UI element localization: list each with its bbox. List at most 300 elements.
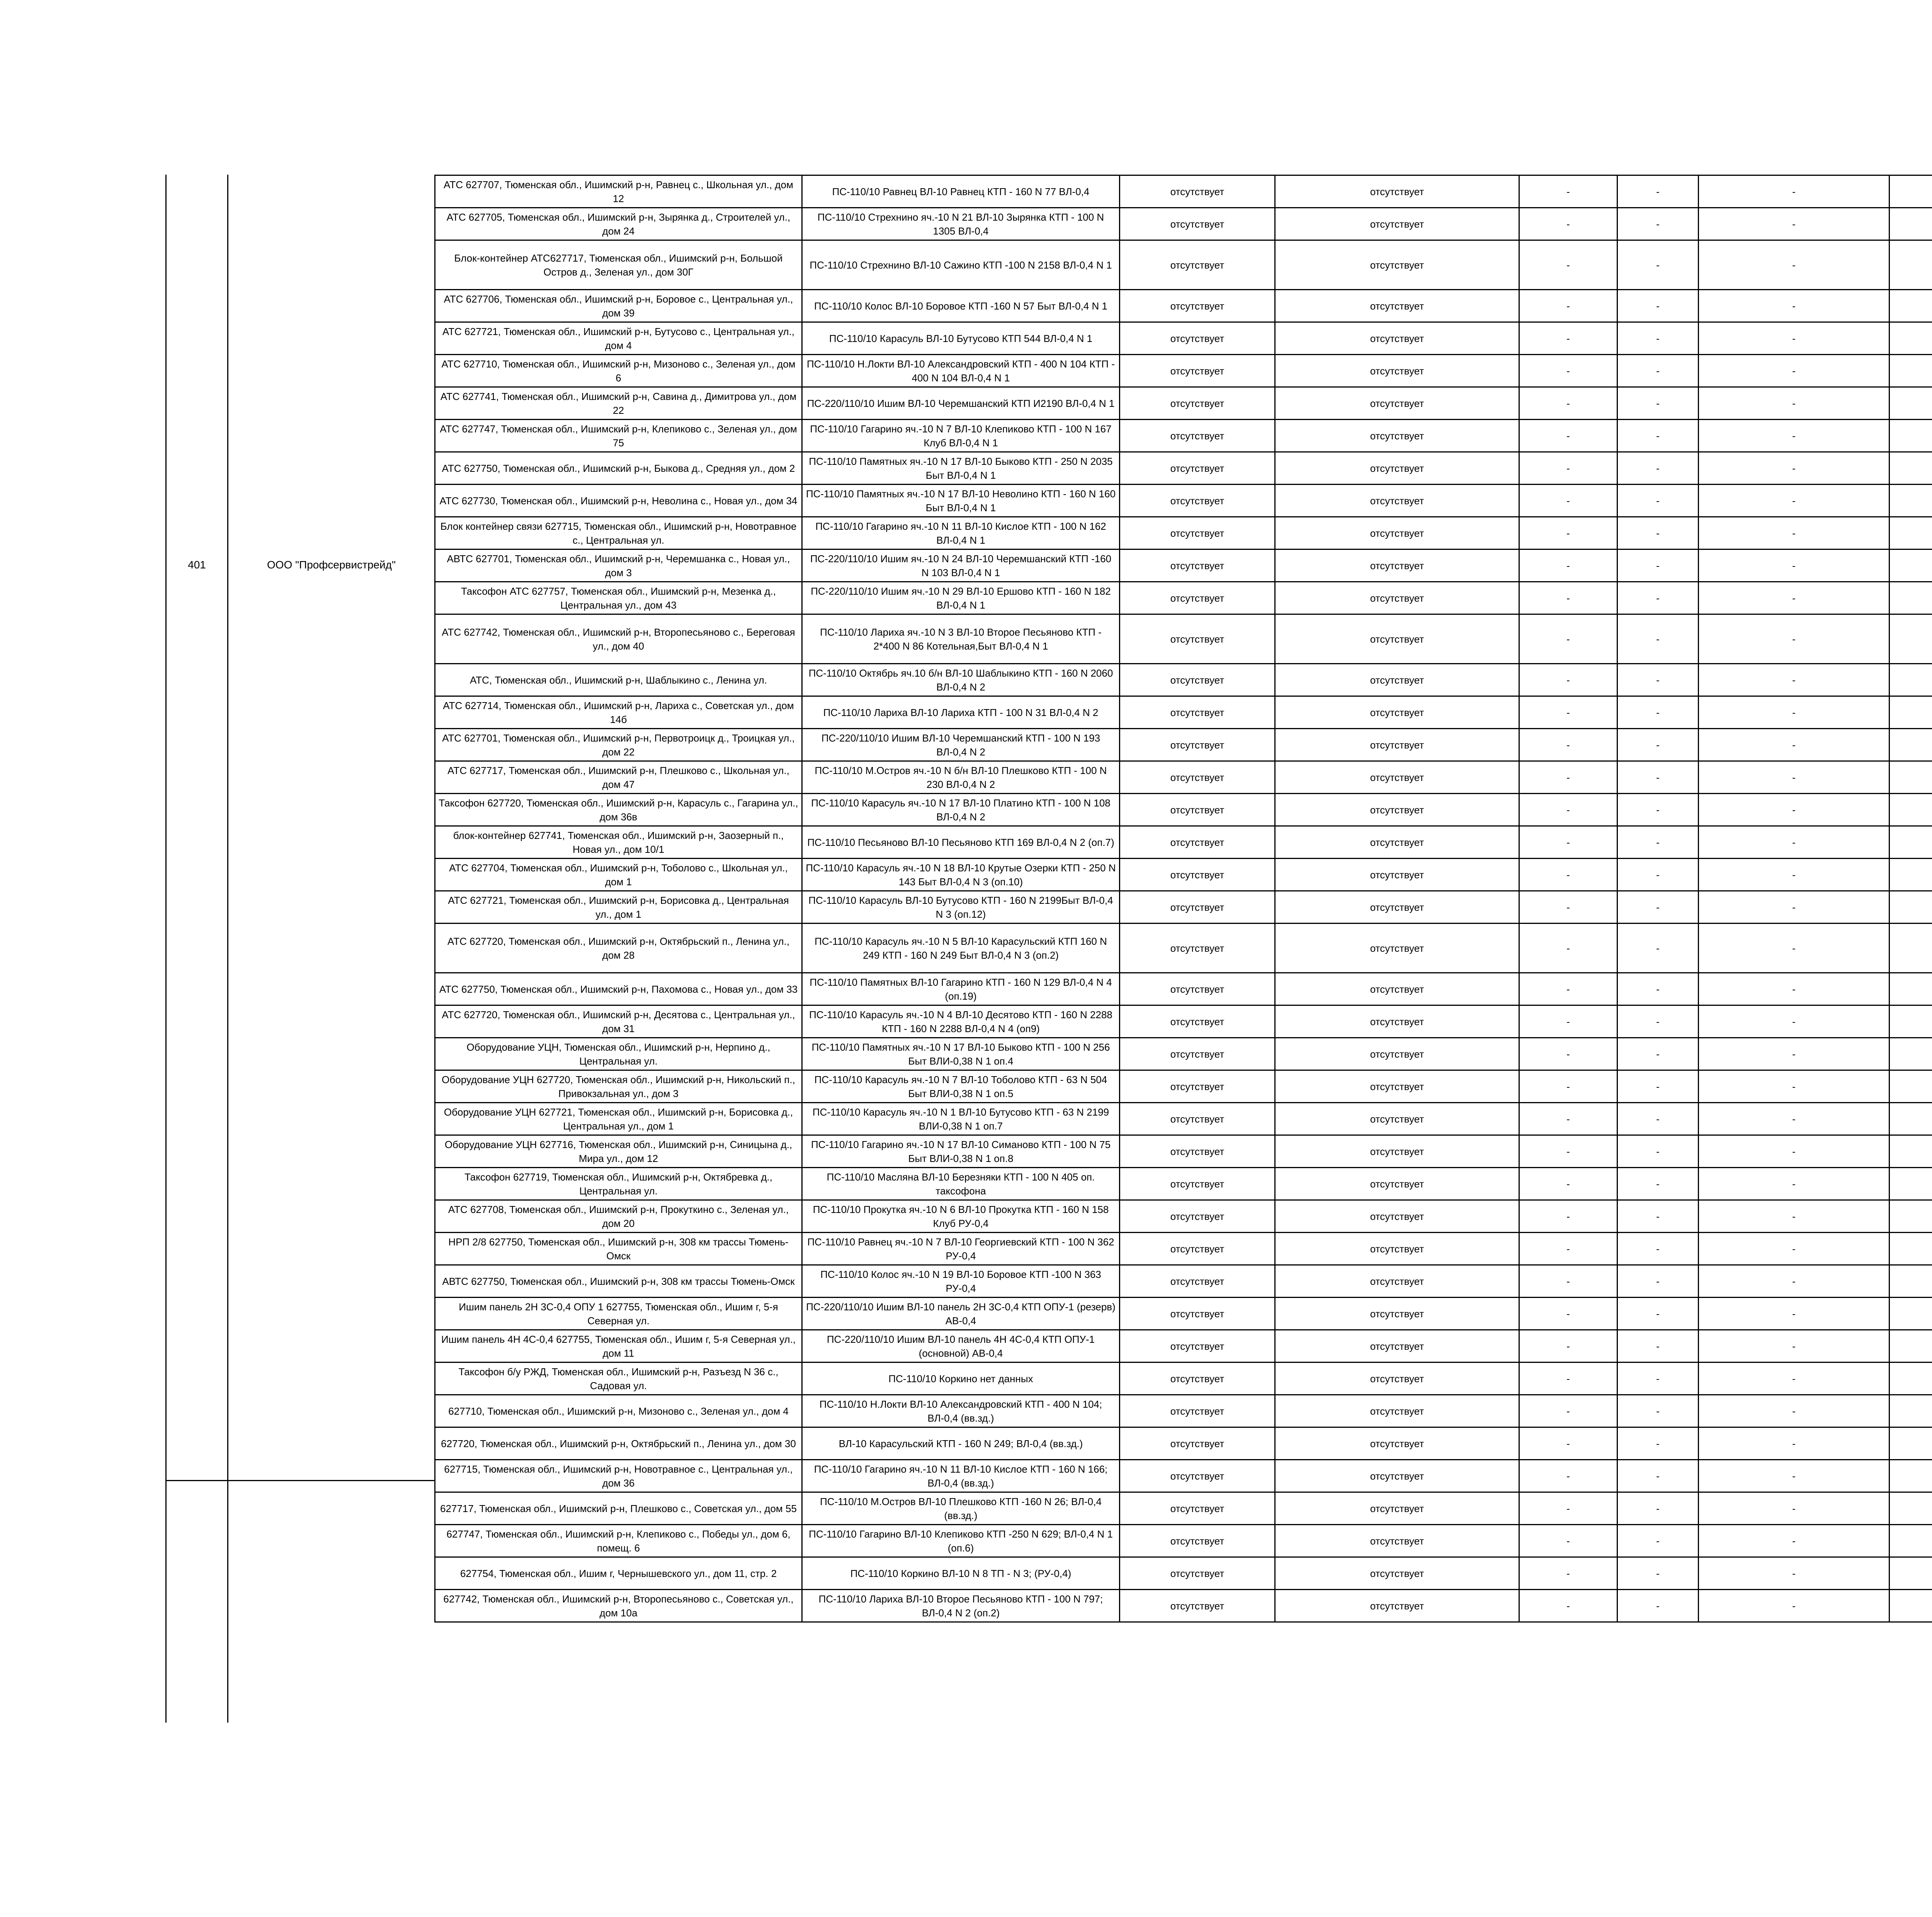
cell-dash-3: - — [1699, 517, 1889, 549]
object-address: АТС 627741, Тюменская обл., Ишимский р-н, Савина д., Димитрова ул., дом 22 — [435, 387, 802, 420]
cell-status-b: отсутствует — [1275, 1460, 1519, 1492]
cell-status-b: отсутствует — [1275, 973, 1519, 1005]
power-source: ПС-220/110/10 Ишим ВЛ-10 Черемшанский КТП - 100 N 193 ВЛ-0,4 N 2 — [802, 729, 1120, 761]
cell-dash-4 — [1889, 322, 1932, 355]
cell-status-a: отсутствует — [1120, 208, 1275, 240]
cell-dash-2: - — [1617, 355, 1699, 387]
cell-dash-2: - — [1617, 549, 1699, 582]
cell-dash-2: - — [1617, 973, 1699, 1005]
object-address: 627742, Тюменская обл., Ишимский р-н, Второпесьяново с., Советская ул., дом 10а — [435, 1590, 802, 1622]
table-row — [435, 517, 1932, 549]
object-address: АТС 627747, Тюменская обл., Ишимский р-н, Клепиково с., Зеленая ул., дом 75 — [435, 420, 802, 452]
cell-dash-1: - — [1519, 1460, 1617, 1492]
row-number: 401 — [188, 559, 206, 571]
cell-dash-3: - — [1699, 387, 1889, 420]
cell-dash-3: - — [1699, 1103, 1889, 1135]
cell-dash-3: - — [1699, 1168, 1889, 1200]
cell-dash-4 — [1889, 355, 1932, 387]
cell-dash-4 — [1889, 1103, 1932, 1135]
cell-dash-1: - — [1519, 420, 1617, 452]
cell-dash-4 — [1889, 240, 1932, 290]
cell-dash-1: - — [1519, 1298, 1617, 1330]
power-source: ПС-110/10 Карасуль яч.-10 N 18 ВЛ-10 Крутые Озерки КТП - 250 N 143 Быт ВЛ-0,4 N 3 (оп.10) — [802, 859, 1120, 891]
cell-dash-2: - — [1617, 794, 1699, 826]
cell-dash-4 — [1889, 859, 1932, 891]
cell-dash-2: - — [1617, 387, 1699, 420]
cell-status-a: отсутствует — [1120, 1460, 1275, 1492]
cell-status-b: отсутствует — [1275, 175, 1519, 208]
object-address: АТС 627720, Тюменская обл., Ишимский р-н, Десятова с., Центральная ул., дом 31 — [435, 1005, 802, 1038]
table-row — [435, 355, 1932, 387]
cell-dash-4 — [1889, 1330, 1932, 1362]
object-address: Ишим панель 2Н 3С-0,4 ОПУ 1 627755, Тюменская обл., Ишим г, 5-я Северная ул. — [435, 1298, 802, 1330]
cell-dash-4 — [1889, 1362, 1932, 1395]
cell-dash-4 — [1889, 729, 1932, 761]
cell-dash-3: - — [1699, 1525, 1889, 1557]
cell-dash-1: - — [1519, 794, 1617, 826]
cell-dash-1: - — [1519, 517, 1617, 549]
power-source: ПС-110/10 Гагарино яч.-10 N 7 ВЛ-10 Клепиково КТП - 100 N 167 Клуб ВЛ-0,4 N 1 — [802, 420, 1120, 452]
group-divider — [165, 1480, 434, 1481]
cell-dash-1: - — [1519, 175, 1617, 208]
table-row — [435, 420, 1932, 452]
cell-dash-4 — [1889, 696, 1932, 729]
cell-status-a: отсутствует — [1120, 517, 1275, 549]
object-address: АТС 627720, Тюменская обл., Ишимский р-н, Октябрьский п., Ленина ул., дом 28 — [435, 924, 802, 973]
cell-dash-1: - — [1519, 761, 1617, 794]
power-source: ПС-110/10 Памятных яч.-10 N 17 ВЛ-10 Быково КТП - 100 N 256 Быт ВЛИ-0,38 N 1 оп.4 — [802, 1038, 1120, 1070]
cell-dash-1: - — [1519, 582, 1617, 614]
power-source: ПС-110/10 Равнец яч.-10 N 7 ВЛ-10 Георгиевский КТП - 100 N 362 РУ-0,4 — [802, 1233, 1120, 1265]
power-source: ПС-110/10 Коркино нет данных — [802, 1362, 1120, 1395]
object-address: АТС 627704, Тюменская обл., Ишимский р-н, Тоболово с., Школьная ул., дом 1 — [435, 859, 802, 891]
cell-dash-2: - — [1617, 924, 1699, 973]
cell-dash-1: - — [1519, 1362, 1617, 1395]
cell-dash-4 — [1889, 1525, 1932, 1557]
cell-dash-2: - — [1617, 1492, 1699, 1525]
object-address: АТС 627708, Тюменская обл., Ишимский р-н, Прокуткино с., Зеленая ул., дом 20 — [435, 1200, 802, 1233]
table-row — [435, 1265, 1932, 1298]
cell-dash-1: - — [1519, 1557, 1617, 1590]
cell-dash-2: - — [1617, 614, 1699, 664]
cell-status-b: отсутствует — [1275, 355, 1519, 387]
cell-dash-3: - — [1699, 240, 1889, 290]
cell-dash-2: - — [1617, 240, 1699, 290]
left-rule-1 — [165, 175, 167, 1723]
table-row — [435, 1070, 1932, 1103]
table-row — [435, 208, 1932, 240]
table-row — [435, 664, 1932, 696]
cell-dash-2: - — [1617, 517, 1699, 549]
table-row — [435, 973, 1932, 1005]
cell-dash-2: - — [1617, 582, 1699, 614]
cell-status-b: отсутствует — [1275, 208, 1519, 240]
table-row — [435, 1038, 1932, 1070]
object-address: АТС 627707, Тюменская обл., Ишимский р-н, Равнец с., Школьная ул., дом 12 — [435, 175, 802, 208]
table-row — [435, 761, 1932, 794]
cell-status-a: отсутствует — [1120, 1395, 1275, 1427]
cell-status-b: отсутствует — [1275, 1233, 1519, 1265]
cell-dash-3: - — [1699, 1427, 1889, 1460]
cell-status-a: отсутствует — [1120, 1427, 1275, 1460]
table-row — [435, 1005, 1932, 1038]
cell-dash-4 — [1889, 452, 1932, 485]
cell-dash-1: - — [1519, 614, 1617, 664]
object-address: АТС 627750, Тюменская обл., Ишимский р-н, Быкова д., Средняя ул., дом 2 — [435, 452, 802, 485]
cell-dash-2: - — [1617, 1298, 1699, 1330]
power-source: ПС-110/10 Н.Локти ВЛ-10 Александровский КТП - 400 N 104; ВЛ-0,4 (вв.зд.) — [802, 1395, 1120, 1427]
power-source: ПС-220/110/10 Ишим ВЛ-10 панель 2Н 3С-0,4 КТП ОПУ-1 (резерв) АВ-0,4 — [802, 1298, 1120, 1330]
cell-dash-4 — [1889, 826, 1932, 859]
table-row — [435, 240, 1932, 290]
cell-dash-3: - — [1699, 582, 1889, 614]
cell-dash-3: - — [1699, 485, 1889, 517]
power-source: ПС-110/10 Стрехнино ВЛ-10 Сажино КТП -100 N 2158 ВЛ-0,4 N 1 — [802, 240, 1120, 290]
cell-status-a: отсутствует — [1120, 1362, 1275, 1395]
object-address: 627754, Тюменская обл., Ишим г, Чернышевского ул., дом 11, стр. 2 — [435, 1557, 802, 1590]
cell-dash-4 — [1889, 1005, 1932, 1038]
table-row — [435, 891, 1932, 924]
cell-status-b: отсутствует — [1275, 290, 1519, 322]
table-row — [435, 614, 1932, 664]
power-source: ПС-110/10 Памятных ВЛ-10 Гагарино КТП - 160 N 129 ВЛ-0,4 N 4 (оп.19) — [802, 973, 1120, 1005]
power-source: ПС-110/10 Гагарино яч.-10 N 11 ВЛ-10 Кислое КТП - 160 N 166; ВЛ-0,4 (вв.зд.) — [802, 1460, 1120, 1492]
power-source: ПС-110/10 Масляна ВЛ-10 Березняки КТП - 100 N 405 оп. таксофона — [802, 1168, 1120, 1200]
data-table — [434, 175, 1932, 1623]
cell-status-b: отсутствует — [1275, 582, 1519, 614]
table-row — [435, 1590, 1932, 1622]
cell-status-a: отсутствует — [1120, 1233, 1275, 1265]
table-row — [435, 485, 1932, 517]
object-address: Таксофон 627719, Тюменская обл., Ишимский р-н, Октябревка д., Центральная ул. — [435, 1168, 802, 1200]
cell-dash-1: - — [1519, 387, 1617, 420]
power-source: ПС-110/10 Колос яч.-10 N 19 ВЛ-10 Боровое КТП -100 N 363 РУ-0,4 — [802, 1265, 1120, 1298]
cell-status-b: отсутствует — [1275, 826, 1519, 859]
cell-dash-1: - — [1519, 1330, 1617, 1362]
cell-dash-1: - — [1519, 1135, 1617, 1168]
cell-status-b: отсутствует — [1275, 1590, 1519, 1622]
cell-dash-2: - — [1617, 452, 1699, 485]
cell-status-b: отсутствует — [1275, 1362, 1519, 1395]
cell-status-a: отсутствует — [1120, 1590, 1275, 1622]
table-row — [435, 1168, 1932, 1200]
cell-status-a: отсутствует — [1120, 891, 1275, 924]
cell-status-b: отсутствует — [1275, 1070, 1519, 1103]
table-row — [435, 1200, 1932, 1233]
cell-status-a: отсутствует — [1120, 549, 1275, 582]
cell-dash-1: - — [1519, 549, 1617, 582]
power-source: ПС-110/10 М.Остров ВЛ-10 Плешково КТП -160 N 26; ВЛ-0,4 (вв.зд.) — [802, 1492, 1120, 1525]
object-address: Таксофон 627720, Тюменская обл., Ишимский р-н, Карасуль с., Гагарина ул., дом 36в — [435, 794, 802, 826]
object-address: Блок контейнер связи 627715, Тюменская обл., Ишимский р-н, Новотравное с., Центральная ул. — [435, 517, 802, 549]
cell-dash-3: - — [1699, 1590, 1889, 1622]
cell-dash-3: - — [1699, 355, 1889, 387]
cell-dash-1: - — [1519, 924, 1617, 973]
cell-status-b: отсутствует — [1275, 240, 1519, 290]
cell-dash-3: - — [1699, 729, 1889, 761]
power-source: ПС-110/10 Гагарино яч.-10 N 11 ВЛ-10 Кислое КТП - 100 N 162 ВЛ-0,4 N 1 — [802, 517, 1120, 549]
table-row — [435, 549, 1932, 582]
cell-dash-2: - — [1617, 729, 1699, 761]
cell-status-a: отсутствует — [1120, 240, 1275, 290]
cell-status-a: отсутствует — [1120, 696, 1275, 729]
cell-dash-2: - — [1617, 1395, 1699, 1427]
table-row — [435, 1298, 1932, 1330]
cell-status-a: отсутствует — [1120, 1330, 1275, 1362]
power-source: ПС-110/10 Карасуль ВЛ-10 Бутусово КТП - 160 N 2199Быт ВЛ-0,4 N 3 (оп.12) — [802, 891, 1120, 924]
cell-dash-3: - — [1699, 1330, 1889, 1362]
power-source: ПС-110/10 Лариха яч.-10 N 3 ВЛ-10 Второе Песьяново КТП - 2*400 N 86 Котельная,Быт ВЛ-0,4 N 1 — [802, 614, 1120, 664]
cell-dash-3: - — [1699, 322, 1889, 355]
cell-dash-4 — [1889, 420, 1932, 452]
cell-dash-3: - — [1699, 1362, 1889, 1395]
cell-dash-3: - — [1699, 664, 1889, 696]
cell-status-a: отсутствует — [1120, 973, 1275, 1005]
cell-dash-4 — [1889, 1427, 1932, 1460]
cell-dash-4 — [1889, 1590, 1932, 1622]
cell-status-b: отсутствует — [1275, 1168, 1519, 1200]
table-row — [435, 924, 1932, 973]
cell-dash-2: - — [1617, 485, 1699, 517]
cell-status-a: отсутствует — [1120, 1200, 1275, 1233]
cell-dash-2: - — [1617, 761, 1699, 794]
cell-dash-4 — [1889, 517, 1932, 549]
cell-status-a: отсутствует — [1120, 1103, 1275, 1135]
cell-dash-2: - — [1617, 1168, 1699, 1200]
object-address: АТС 627750, Тюменская обл., Ишимский р-н, Пахомова с., Новая ул., дом 33 — [435, 973, 802, 1005]
cell-dash-2: - — [1617, 1233, 1699, 1265]
object-address: АТС 627717, Тюменская обл., Ишимский р-н, Плешково с., Школьная ул., дом 47 — [435, 761, 802, 794]
table-row — [435, 1103, 1932, 1135]
cell-status-a: отсутствует — [1120, 1135, 1275, 1168]
object-address: Оборудование УЦН 627716, Тюменская обл., Ишимский р-н, Синицына д., Мира ул., дом 12 — [435, 1135, 802, 1168]
cell-dash-3: - — [1699, 761, 1889, 794]
power-source: ПС-220/110/10 Ишим яч.-10 N 29 ВЛ-10 Ершово КТП - 160 N 182 ВЛ-0,4 N 1 — [802, 582, 1120, 614]
power-source: ПС-110/10 Лариха ВЛ-10 Лариха КТП - 100 N 31 ВЛ-0,4 N 2 — [802, 696, 1120, 729]
cell-dash-4 — [1889, 1265, 1932, 1298]
cell-dash-3: - — [1699, 1200, 1889, 1233]
cell-dash-1: - — [1519, 1590, 1617, 1622]
cell-status-b: отсутствует — [1275, 664, 1519, 696]
object-address: 627715, Тюменская обл., Ишимский р-н, Новотравное с., Центральная ул., дом 36 — [435, 1460, 802, 1492]
cell-dash-3: - — [1699, 973, 1889, 1005]
object-address: Оборудование УЦН, Тюменская обл., Ишимский р-н, Нерпино д., Центральная ул. — [435, 1038, 802, 1070]
cell-dash-1: - — [1519, 1492, 1617, 1525]
object-address: АТС 627706, Тюменская обл., Ишимский р-н, Боровое с., Центральная ул., дом 39 — [435, 290, 802, 322]
power-source: ПС-110/10 Песьяново ВЛ-10 Песьяново КТП 169 ВЛ-0,4 N 2 (оп.7) — [802, 826, 1120, 859]
cell-dash-4 — [1889, 1135, 1932, 1168]
table-row — [435, 729, 1932, 761]
cell-dash-3: - — [1699, 924, 1889, 973]
cell-status-b: отсутствует — [1275, 761, 1519, 794]
cell-dash-2: - — [1617, 322, 1699, 355]
cell-dash-4 — [1889, 1460, 1932, 1492]
cell-status-a: отсутствует — [1120, 1265, 1275, 1298]
power-source: ПС-110/10 Памятных яч.-10 N 17 ВЛ-10 Быково КТП - 250 N 2035 Быт ВЛ-0,4 N 1 — [802, 452, 1120, 485]
table-row — [435, 1330, 1932, 1362]
cell-dash-1: - — [1519, 452, 1617, 485]
power-source: ПС-110/10 Карасуль яч.-10 N 7 ВЛ-10 Тоболово КТП - 63 N 504 Быт ВЛИ-0,38 N 1 оп.5 — [802, 1070, 1120, 1103]
cell-dash-2: - — [1617, 1557, 1699, 1590]
cell-dash-4 — [1889, 761, 1932, 794]
cell-dash-1: - — [1519, 1070, 1617, 1103]
cell-status-b: отсутствует — [1275, 1395, 1519, 1427]
cell-status-a: отсутствует — [1120, 859, 1275, 891]
cell-dash-1: - — [1519, 355, 1617, 387]
cell-status-a: отсутствует — [1120, 1070, 1275, 1103]
power-source: ПС-220/110/10 Ишим ВЛ-10 панель 4Н 4С-0,4 КТП ОПУ-1 (основной) АВ-0,4 — [802, 1330, 1120, 1362]
cell-dash-2: - — [1617, 1330, 1699, 1362]
cell-dash-4 — [1889, 1070, 1932, 1103]
cell-dash-3: - — [1699, 1492, 1889, 1525]
cell-dash-2: - — [1617, 1005, 1699, 1038]
object-address: 627710, Тюменская обл., Ишимский р-н, Мизоново с., Зеленая ул., дом 4 — [435, 1395, 802, 1427]
cell-dash-3: - — [1699, 614, 1889, 664]
cell-status-b: отсутствует — [1275, 1200, 1519, 1233]
cell-dash-1: - — [1519, 1525, 1617, 1557]
cell-status-b: отсутствует — [1275, 1265, 1519, 1298]
cell-status-b: отсутствует — [1275, 549, 1519, 582]
cell-dash-4 — [1889, 973, 1932, 1005]
cell-dash-3: - — [1699, 1557, 1889, 1590]
cell-status-b: отсутствует — [1275, 420, 1519, 452]
power-source: ПС-110/10 Стрехнино яч.-10 N 21 ВЛ-10 Зырянка КТП - 100 N 1305 ВЛ-0,4 — [802, 208, 1120, 240]
cell-dash-4 — [1889, 290, 1932, 322]
cell-status-b: отсутствует — [1275, 794, 1519, 826]
cell-dash-2: - — [1617, 420, 1699, 452]
object-address: 627717, Тюменская обл., Ишимский р-н, Плешково с., Советская ул., дом 55 — [435, 1492, 802, 1525]
cell-dash-2: - — [1617, 1590, 1699, 1622]
cell-dash-4 — [1889, 1298, 1932, 1330]
table-row — [435, 290, 1932, 322]
cell-status-b: отсутствует — [1275, 452, 1519, 485]
cell-status-b: отсутствует — [1275, 924, 1519, 973]
cell-dash-4 — [1889, 1557, 1932, 1590]
cell-status-a: отсутствует — [1120, 1038, 1275, 1070]
power-source: ПС-110/10 Октябрь яч.10 б/н ВЛ-10 Шаблыкино КТП - 160 N 2060 ВЛ-0,4 N 2 — [802, 664, 1120, 696]
cell-status-a: отсутствует — [1120, 664, 1275, 696]
cell-dash-3: - — [1699, 1233, 1889, 1265]
cell-status-a: отсутствует — [1120, 355, 1275, 387]
table-row — [435, 826, 1932, 859]
object-address: АТС 627730, Тюменская обл., Ишимский р-н, Неволина с., Новая ул., дом 34 — [435, 485, 802, 517]
organization-name: ООО "Профсервистрейд" — [267, 559, 396, 571]
cell-status-b: отсутствует — [1275, 696, 1519, 729]
object-address: АТС, Тюменская обл., Ишимский р-н, Шаблыкино с., Ленина ул. — [435, 664, 802, 696]
cell-dash-2: - — [1617, 1200, 1699, 1233]
cell-status-b: отсутствует — [1275, 1557, 1519, 1590]
table-row — [435, 1460, 1932, 1492]
cell-dash-4 — [1889, 1233, 1932, 1265]
object-address: 627720, Тюменская обл., Ишимский р-н, Октябрьский п., Ленина ул., дом 30 — [435, 1427, 802, 1460]
cell-status-a: отсутствует — [1120, 582, 1275, 614]
cell-status-a: отсутствует — [1120, 387, 1275, 420]
object-address: АТС 627742, Тюменская обл., Ишимский р-н, Второпесьяново с., Береговая ул., дом 40 — [435, 614, 802, 664]
power-source: ПС-110/10 Коркино ВЛ-10 N 8 ТП - N 3; (РУ-0,4) — [802, 1557, 1120, 1590]
cell-dash-3: - — [1699, 1038, 1889, 1070]
cell-dash-1: - — [1519, 973, 1617, 1005]
object-address: АВТС 627750, Тюменская обл., Ишимский р-н, 308 км трассы Тюмень-Омск — [435, 1265, 802, 1298]
cell-dash-2: - — [1617, 1427, 1699, 1460]
cell-dash-1: - — [1519, 1427, 1617, 1460]
object-address: АВТС 627701, Тюменская обл., Ишимский р-н, Черемшанка с., Новая ул., дом 3 — [435, 549, 802, 582]
table-row — [435, 696, 1932, 729]
cell-dash-2: - — [1617, 891, 1699, 924]
cell-dash-3: - — [1699, 1135, 1889, 1168]
cell-status-b: отсутствует — [1275, 859, 1519, 891]
cell-dash-1: - — [1519, 290, 1617, 322]
cell-dash-4 — [1889, 1038, 1932, 1070]
object-address: 627747, Тюменская обл., Ишимский р-н, Клепиково с., Победы ул., дом 6, помещ. 6 — [435, 1525, 802, 1557]
cell-dash-4 — [1889, 549, 1932, 582]
power-source: ПС-110/10 Карасуль яч.-10 N 1 ВЛ-10 Бутусово КТП - 63 N 2199 ВЛИ-0,38 N 1 оп.7 — [802, 1103, 1120, 1135]
cell-dash-2: - — [1617, 1460, 1699, 1492]
cell-dash-1: - — [1519, 729, 1617, 761]
cell-dash-4 — [1889, 924, 1932, 973]
power-source: ПС-110/10 Карасуль яч.-10 N 5 ВЛ-10 Карасульский КТП 160 N 249 КТП - 160 N 249 Быт ВЛ-0,4 N 3 (оп.2) — [802, 924, 1120, 973]
cell-status-a: отсутствует — [1120, 794, 1275, 826]
cell-dash-1: - — [1519, 1038, 1617, 1070]
cell-status-b: отсутствует — [1275, 1298, 1519, 1330]
cell-dash-1: - — [1519, 1168, 1617, 1200]
cell-status-a: отсутствует — [1120, 826, 1275, 859]
table-row — [435, 1525, 1932, 1557]
cell-dash-4 — [1889, 891, 1932, 924]
power-source: ПС-110/10 Гагарино яч.-10 N 17 ВЛ-10 Симаново КТП - 100 N 75 Быт ВЛИ-0,38 N 1 оп.8 — [802, 1135, 1120, 1168]
cell-status-b: отсутствует — [1275, 1525, 1519, 1557]
cell-dash-1: - — [1519, 826, 1617, 859]
cell-dash-2: - — [1617, 175, 1699, 208]
cell-dash-3: - — [1699, 1460, 1889, 1492]
cell-dash-3: - — [1699, 1298, 1889, 1330]
cell-status-a: отсутствует — [1120, 452, 1275, 485]
cell-dash-1: - — [1519, 696, 1617, 729]
cell-status-a: отсутствует — [1120, 761, 1275, 794]
cell-dash-2: - — [1617, 1038, 1699, 1070]
cell-status-a: отсутствует — [1120, 1492, 1275, 1525]
cell-dash-1: - — [1519, 664, 1617, 696]
cell-dash-2: - — [1617, 1525, 1699, 1557]
table-row — [435, 1233, 1932, 1265]
cell-status-b: отсутствует — [1275, 485, 1519, 517]
power-source: ПС-220/110/10 Ишим яч.-10 N 24 ВЛ-10 Черемшанский КТП -160 N 103 ВЛ-0,4 N 1 — [802, 549, 1120, 582]
cell-dash-2: - — [1617, 1070, 1699, 1103]
cell-dash-4 — [1889, 208, 1932, 240]
cell-status-b: отсутствует — [1275, 1330, 1519, 1362]
cell-dash-4 — [1889, 794, 1932, 826]
power-source: ПС-110/10 Карасуль ВЛ-10 Бутусово КТП 544 ВЛ-0,4 N 1 — [802, 322, 1120, 355]
cell-status-a: отсутствует — [1120, 485, 1275, 517]
table-row — [435, 1135, 1932, 1168]
cell-status-a: отсутствует — [1120, 924, 1275, 973]
table-row — [435, 1362, 1932, 1395]
object-address: Оборудование УЦН 627721, Тюменская обл., Ишимский р-н, Борисовка д., Центральная ул., дом 1 — [435, 1103, 802, 1135]
cell-status-a: отсутствует — [1120, 420, 1275, 452]
cell-dash-1: - — [1519, 859, 1617, 891]
cell-dash-2: - — [1617, 1362, 1699, 1395]
cell-dash-2: - — [1617, 1103, 1699, 1135]
object-address: Блок-контейнер АТС627717, Тюменская обл., Ишимский р-н, Большой Остров д., Зеленая ул., дом 30Г — [435, 240, 802, 290]
cell-dash-3: - — [1699, 1395, 1889, 1427]
table-row — [435, 1395, 1932, 1427]
cell-status-a: отсутствует — [1120, 1168, 1275, 1200]
cell-dash-3: - — [1699, 1265, 1889, 1298]
cell-dash-4 — [1889, 1200, 1932, 1233]
table-row — [435, 794, 1932, 826]
cell-dash-2: - — [1617, 290, 1699, 322]
object-address: АТС 627705, Тюменская обл., Ишимский р-н, Зырянка д., Строителей ул., дом 24 — [435, 208, 802, 240]
table-row — [435, 1492, 1932, 1525]
